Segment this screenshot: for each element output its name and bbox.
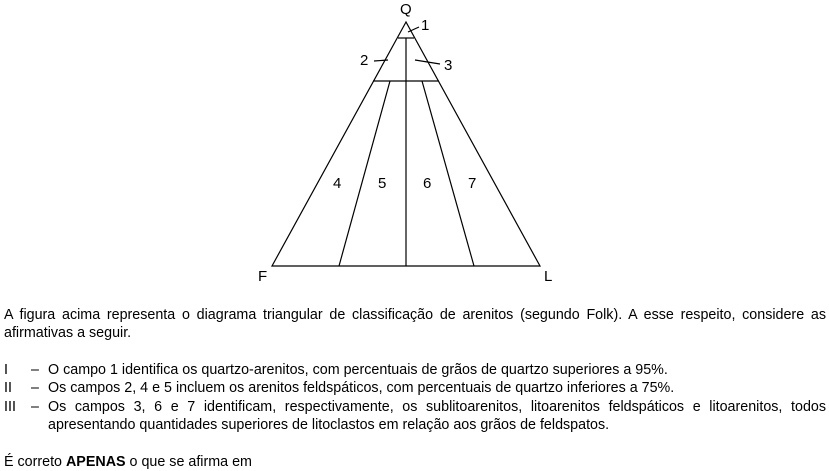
question-suffix: o que se afirma em — [125, 454, 252, 470]
statement-numeral: II — [4, 380, 12, 396]
field-label-7: 7 — [468, 175, 477, 192]
statement-numeral: III — [4, 399, 16, 415]
inner-line-right — [422, 81, 477, 266]
statement-dash: – — [31, 362, 39, 378]
vertex-label-l: L — [544, 268, 553, 285]
field-label-5: 5 — [378, 175, 387, 192]
question-emphasis: APENAS — [65, 454, 126, 470]
question-prompt — [4, 453, 826, 471]
statement-dash: – — [31, 399, 39, 415]
statement-text: O campo 1 identifica os quartzo-arenitos, com percentuais de grãos de quartzo superiores a 95%. — [48, 362, 668, 378]
field-label-6: 6 — [423, 175, 432, 192]
field-label-3: 3 — [444, 57, 453, 74]
field-label-1: 1 — [421, 17, 430, 34]
question-prefix: É correto — [4, 454, 66, 470]
vertex-label-f: F — [258, 268, 268, 285]
statement-text: Os campos 2, 4 e 5 incluem os arenitos feldspáticos, com percentuais de quartzo inferiores a 75%. — [48, 380, 675, 396]
vertex-label-q: Q — [400, 1, 412, 18]
statement-numeral: I — [4, 362, 8, 378]
intro-paragraph: A figura acima representa o diagrama triangular de classificação de arenitos (segundo Folk). A esse respeito, considere as afirmativas a seguir. — [4, 307, 826, 341]
statement-text: Os campos 3, 6 e 7 identificam, respectivamente, os sublitoarenitos, litoarenitos feldspáticos e litoarenitos, todos apresentando quantidades superiores de litoclastos em relação aos grãos de feldspatos. — [48, 399, 826, 433]
leader-2 — [374, 60, 388, 61]
field-label-2: 2 — [360, 52, 369, 69]
inner-line-left — [339, 81, 390, 266]
statement-dash: – — [31, 380, 39, 396]
field-label-4: 4 — [333, 175, 342, 192]
